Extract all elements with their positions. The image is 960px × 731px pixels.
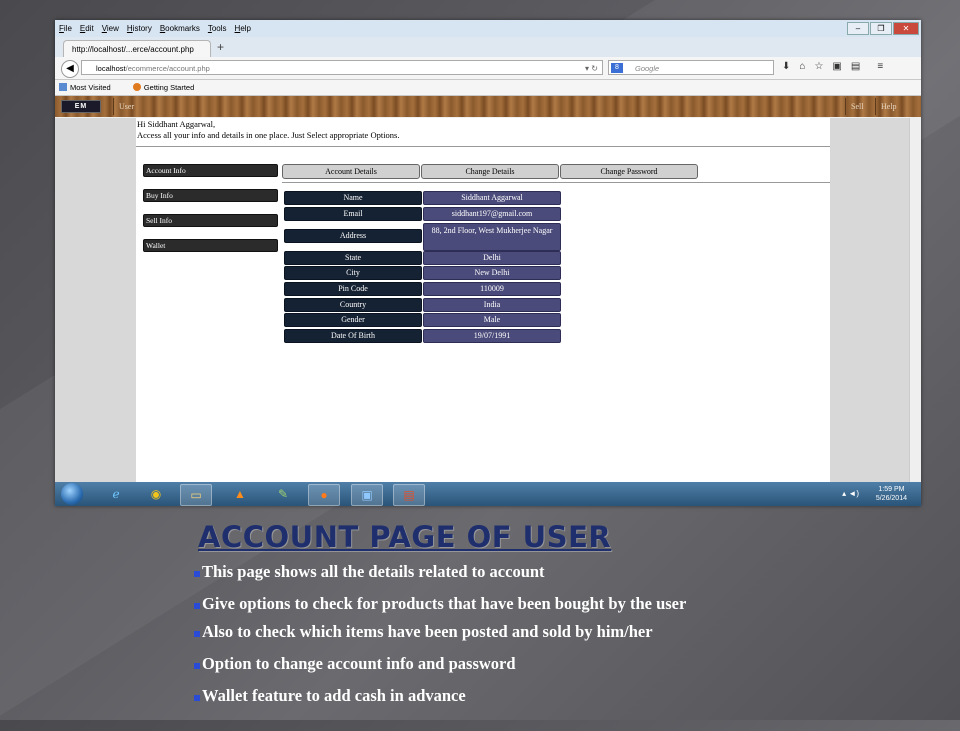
field-label-city: City [284,266,422,280]
greeting-name: Hi Siddhant Aggarwal, [137,119,216,129]
field-label-country: Country [284,298,422,312]
bookmark-most-visited[interactable]: Most Visited [59,83,121,92]
taskbar [55,482,921,506]
menu-view[interactable]: View [101,24,119,33]
app-icon[interactable]: ▣ [351,484,383,506]
field-label-gender: Gender [284,313,422,327]
reload-icon[interactable]: ▾ ↻ [585,64,598,73]
clock-date: 5/26/2014 [875,495,907,502]
bookmark-getting-started[interactable]: Getting Started [133,83,204,92]
clock[interactable] [876,485,907,503]
new-tab-icon[interactable]: + [217,40,225,54]
google-icon: 8 [611,63,623,73]
greeting [137,119,399,141]
bullet-marker [194,695,200,701]
field-value-dob: 19/07/1991 [423,329,561,343]
change-details-button[interactable]: Change Details [421,164,559,179]
field-label-pin-code: Pin Code [284,282,422,296]
divider [282,182,830,183]
url-path: /ecommerce/account.php [125,64,210,73]
field-value-address: 88, 2nd Floor, West Mukherjee Nagar [423,223,561,251]
slide-bullets [194,561,769,717]
internet-explorer-icon[interactable]: ℯ [112,487,120,501]
chart-icon[interactable]: ▤ [850,61,861,72]
field-value-name: Siddhant Aggarwal [423,191,561,205]
browser-screenshot [55,20,921,506]
menu-bookmarks[interactable]: Bookmarks [159,24,200,33]
account-details-button[interactable]: Account Details [282,164,420,179]
field-value-city: New Delhi [423,266,561,280]
field-value-gender: Male [423,313,561,327]
scrollbar[interactable] [909,118,921,482]
star-icon[interactable]: ☆ [814,61,824,72]
home-icon[interactable]: ⌂ [799,61,806,72]
search-placeholder: Google [635,64,660,73]
field-value-email: siddhant197@gmail.com [423,207,561,221]
page-right-margin [830,118,910,482]
menu-file[interactable]: File [59,24,72,33]
clipboard-icon[interactable]: ▣ [832,61,842,72]
bullet-marker [194,571,200,577]
bullet-item: Wallet feature to add cash in advance [194,685,769,707]
greeting-message: Access all your info and details in one place. Just Select appropriate Options. [137,130,400,140]
user-link[interactable]: User [113,98,139,115]
site-logo[interactable]: EM [61,100,101,113]
firefox-taskbar-icon[interactable]: ● [308,484,340,506]
field-value-pin-code: 110009 [423,282,561,296]
bookmark-icon [59,83,67,91]
clock-time: 1:59 PM [878,486,905,493]
site-header [55,96,921,117]
tray-icons[interactable]: ▴ ◄) [842,489,859,498]
field-label-email: Email [284,207,422,221]
menu-help[interactable]: Help [234,24,252,33]
tab-bar [55,37,921,57]
bullet-item: This page shows all the details related to account [194,561,769,583]
field-label-state: State [284,251,422,265]
start-button[interactable] [61,483,83,505]
sidebar-item-wallet[interactable]: Wallet [143,239,278,252]
folder-icon[interactable]: ▭ [180,484,212,506]
field-label-name: Name [284,191,422,205]
url-bar[interactable] [81,60,603,75]
chrome-icon[interactable]: ◉ [150,487,162,501]
powerpoint-icon[interactable]: ▤ [393,484,425,506]
menu-bar [55,20,921,37]
bookmarks-bar [55,80,921,96]
back-arrow-icon[interactable]: ◀ [61,60,79,78]
sidebar-item-account-info[interactable]: Account Info [143,164,278,177]
field-value-state: Delhi [423,251,561,265]
download-icon[interactable]: ⬇ [782,61,791,72]
help-link[interactable]: Help [875,98,902,115]
field-value-country: India [423,298,561,312]
bullet-marker [194,603,200,609]
browser-tab[interactable]: http://localhost/...erce/account.php [63,40,211,57]
change-password-button[interactable]: Change Password [560,164,698,179]
bullet-marker [194,663,200,669]
bullet-item: Option to change account info and password [194,653,769,675]
menu-history[interactable]: History [126,24,152,33]
sidebar-item-sell-info[interactable]: Sell Info [143,214,278,227]
divider [136,146,830,147]
bullet-marker [194,631,200,637]
menu-tools[interactable]: Tools [207,24,227,33]
toolbar-icons [782,61,883,72]
bullet-item: Also to check which items have been posted and sold by him/her [194,621,769,643]
search-input[interactable] [608,60,774,75]
field-label-dob: Date Of Birth [284,329,422,343]
bullet-item: Give options to check for products that have been bought by the user [194,593,769,615]
restore-icon[interactable]: ❐ [870,22,892,35]
menu-edit[interactable]: Edit [79,24,94,33]
menu-icon[interactable]: ≡ [877,61,884,72]
nav-bar [55,57,921,80]
url-host: localhost [96,64,126,73]
close-icon[interactable]: ✕ [893,22,919,35]
firefox-icon [133,83,141,91]
slide-title: ACCOUNT PAGE OF USER [198,520,612,554]
field-label-address: Address [284,229,422,243]
sell-link[interactable]: Sell [845,98,868,115]
paint-icon[interactable]: ✎ [277,487,289,501]
sidebar-item-buy-info[interactable]: Buy Info [143,189,278,202]
page-left-margin [55,118,136,482]
minimize-icon[interactable]: – [847,22,869,35]
vlc-icon[interactable]: ▲ [234,487,246,501]
page-content [136,118,830,482]
